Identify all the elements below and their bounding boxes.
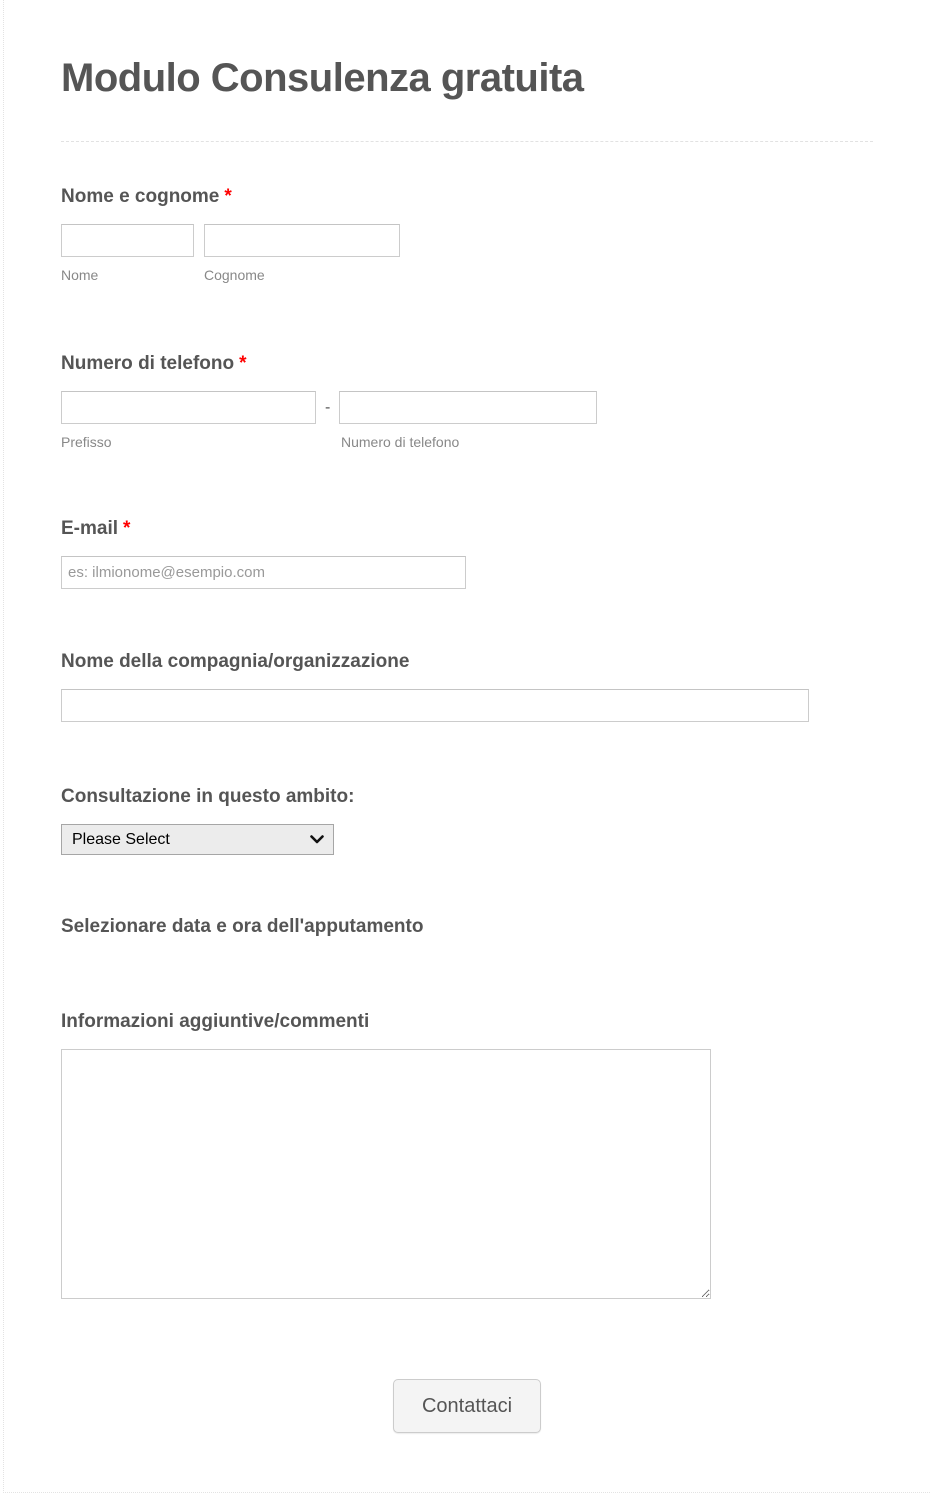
last-name-input[interactable] <box>204 224 400 257</box>
form-title: Modulo Consulenza gratuita <box>61 56 584 100</box>
required-asterisk: * <box>224 186 232 207</box>
phone-number-input[interactable] <box>339 391 597 424</box>
submit-button[interactable]: Contattaci <box>393 1379 541 1433</box>
button-row <box>61 1379 873 1433</box>
comments-label: Informazioni aggiuntive/commenti <box>61 1011 370 1032</box>
phone-label <box>61 353 873 375</box>
email-label <box>61 518 873 540</box>
field-comments <box>61 1011 873 1299</box>
field-appointment <box>61 916 873 938</box>
phone-number-sublabel: Numero di telefono <box>341 434 460 450</box>
first-name-input[interactable] <box>61 224 194 257</box>
field-email <box>61 518 873 589</box>
name-label-text: Nome e cognome <box>61 186 220 207</box>
form-container <box>3 0 930 1493</box>
comments-textarea[interactable] <box>61 1049 711 1299</box>
required-asterisk: * <box>239 353 247 374</box>
phone-area-sublabel: Prefisso <box>61 434 112 450</box>
last-name-sublabel: Cognome <box>204 267 265 283</box>
field-topic <box>61 786 873 855</box>
title-divider <box>61 141 873 142</box>
topic-select[interactable] <box>61 824 334 855</box>
chevron-down-icon <box>310 835 324 844</box>
field-name <box>61 186 873 283</box>
company-label: Nome della compagnia/organizzazione <box>61 651 410 672</box>
company-input[interactable] <box>61 689 809 722</box>
field-phone <box>61 353 873 450</box>
name-label <box>61 186 873 208</box>
first-name-sublabel: Nome <box>61 267 99 283</box>
topic-label: Consultazione in questo ambito: <box>61 786 355 807</box>
phone-label-text: Numero di telefono <box>61 353 235 374</box>
required-asterisk: * <box>123 518 131 539</box>
field-company <box>61 651 873 722</box>
topic-select-value: Please Select <box>72 830 170 848</box>
phone-area-input[interactable] <box>61 391 316 424</box>
email-input[interactable] <box>61 556 466 589</box>
appointment-label: Selezionare data e ora dell'apputamento <box>61 916 424 937</box>
phone-separator: - <box>325 398 331 416</box>
email-label-text: E-mail <box>61 518 119 539</box>
